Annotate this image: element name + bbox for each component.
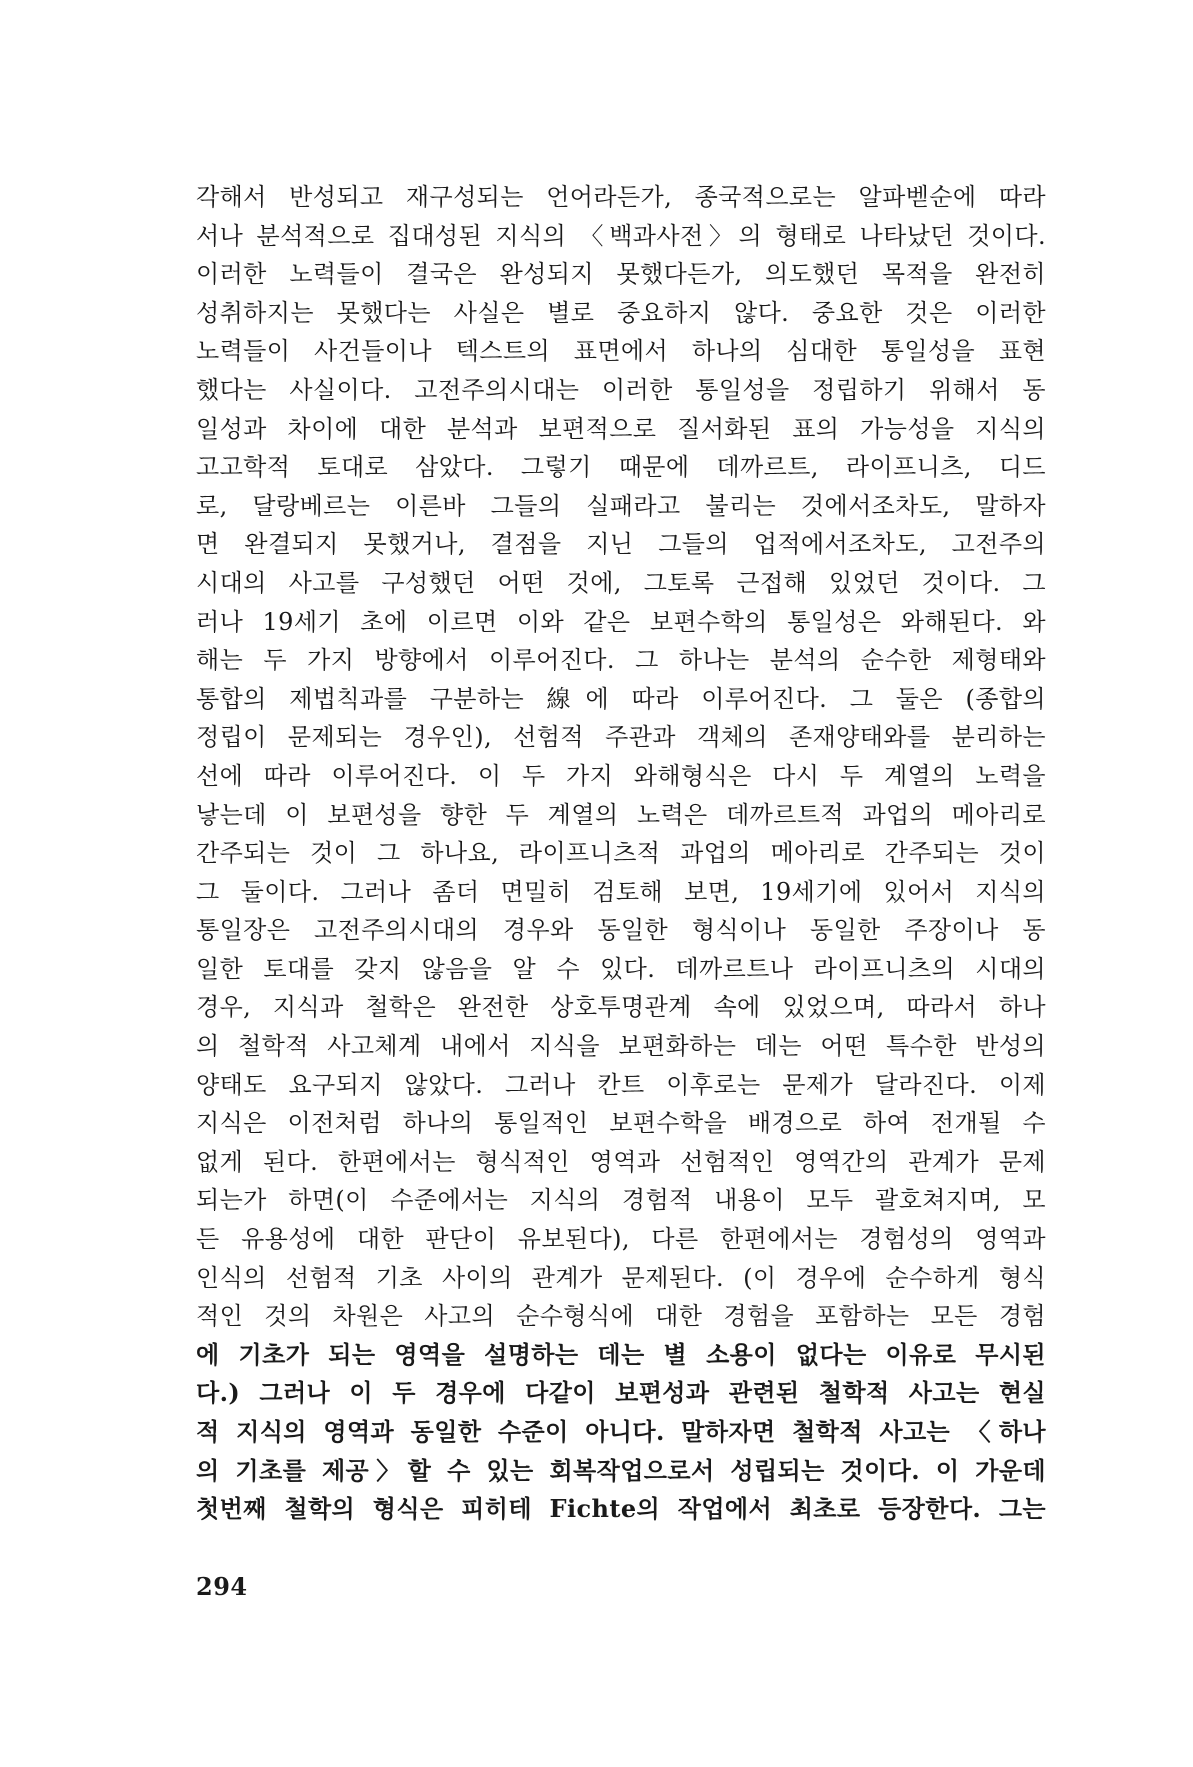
text-line: 그 둘이다. 그러나 좀더 면밀히 검토해 보면, 19세기에 있어서 지식의 — [196, 877, 1046, 906]
text-line: 되는가 하면(이 수준에서는 지식의 경험적 내용이 모두 괄호쳐지며, 모 — [196, 1186, 1046, 1215]
text-line: 인식의 선험적 기초 사이의 관계가 문제된다. (이 경우에 순수하게 형식 — [196, 1263, 1046, 1292]
text-line: 의 기초를 제공〉할 수 있는 회복작업으로서 성립되는 것이다. 이 가운데 — [196, 1455, 1046, 1485]
text-line: 노력들이 사건들이나 텍스트의 표면에서 하나의 심대한 통일성을 표현 — [196, 337, 1046, 366]
text-line: 로, 달랑베르는 이른바 그들의 실패라고 불리는 것에서조차도, 말하자 — [196, 491, 1046, 520]
text-line: 든 유용성에 대한 판단이 유보된다), 다른 한편에서는 경험성의 영역과 — [196, 1225, 1046, 1254]
text-line: 러나 19세기 초에 이르면 이와 같은 보편수학의 통일성은 와해된다. 와 — [196, 607, 1046, 636]
text-line: 해는 두 가지 방향에서 이루어진다. 그 하나는 분석의 순수한 제형태와 — [196, 646, 1046, 675]
text-line: 첫번째 철학의 형식은 피히테 Fichte의 작업에서 최초로 등장한다. 그는 — [196, 1494, 1046, 1524]
text-line: 성취하지는 못했다는 사실은 별로 중요하지 않다. 중요한 것은 이러한 — [196, 298, 1046, 327]
text-line: 간주되는 것이 그 하나요, 라이프니츠적 과업의 메아리로 간주되는 것이 — [196, 839, 1046, 868]
text-line: 에 기초가 되는 영역을 설명하는 데는 별 소용이 없다는 이유로 무시된 — [196, 1339, 1046, 1369]
text-line: 각해서 반성되고 재구성되는 언어라든가, 종국적으로는 알파벧순에 따라 — [196, 183, 1046, 211]
text-line: 지식은 이전처럼 하나의 통일적인 보편수학을 배경으로 하여 전개될 수 — [196, 1109, 1046, 1138]
text-line: 선에 따라 이루어진다. 이 두 가지 와해형식은 다시 두 계열의 노력을 — [196, 761, 1046, 790]
text-line: 서나 분석적으로 집대성된 지식의 〈백과사전〉의 형태로 나타났던 것이다. — [196, 221, 1046, 250]
text-line: 시대의 사고를 구성했던 어떤 것에, 그토록 근접해 있었던 것이다. 그 — [196, 568, 1046, 597]
text-line: 일한 토대를 갖지 않음을 알 수 있다. 데까르트나 라이프니츠의 시대의 — [196, 954, 1046, 983]
text-line: 했다는 사실이다. 고전주의시대는 이러한 통일성을 정립하기 위해서 동 — [196, 375, 1046, 404]
text-line: 이러한 노력들이 결국은 완성되지 못했다든가, 의도했던 목적을 완전히 — [196, 260, 1046, 289]
text-line: 의 철학적 사고체계 내에서 지식을 보편화하는 데는 어떤 특수한 반성의 — [196, 1032, 1046, 1061]
text-line: 낳는데 이 보편성을 향한 두 계열의 노력은 데까르트적 과업의 메아리로 — [196, 800, 1046, 829]
text-line: 다.) 그러나 이 두 경우에 다같이 보편성과 관련된 철학적 사고는 현실 — [196, 1378, 1046, 1408]
text-line: 고고학적 토대로 삼았다. 그렇기 때문에 데까르트, 라이프니츠, 디드 — [196, 453, 1046, 482]
text-line: 양태도 요구되지 않았다. 그러나 칸트 이후로는 문제가 달라진다. 이제 — [196, 1070, 1046, 1099]
text-line: 면 완결되지 못했거나, 결점을 지닌 그들의 업적에서조차도, 고전주의 — [196, 530, 1046, 559]
text-line: 통합의 제법칙과를 구분하는 線에 따라 이루어진다. 그 둘은 (종합의 — [196, 684, 1046, 713]
text-line: 일성과 차이에 대한 분석과 보편적으로 질서화된 표의 가능성을 지식의 — [196, 414, 1046, 443]
text-line: 없게 된다. 한편에서는 형식적인 영역과 선험적인 영역간의 관계가 문제 — [196, 1147, 1046, 1176]
text-line: 경우, 지식과 철학은 완전한 상호투명관계 속에 있었으며, 따라서 하나 — [196, 993, 1046, 1022]
text-line: 정립이 문제되는 경우인), 선험적 주관과 객체의 존재양태와를 분리하는 — [196, 723, 1046, 752]
text-line: 적인 것의 차원은 사고의 순수형식에 대한 경험을 포함하는 모든 경험 — [196, 1302, 1046, 1331]
text-line: 통일장은 고전주의시대의 경우와 동일한 형식이나 동일한 주장이나 동 — [196, 916, 1046, 945]
text-line: 적 지식의 영역과 동일한 수준이 아니다. 말하자면 철학적 사고는 〈하나 — [196, 1417, 1046, 1446]
page-number: 294 — [196, 1572, 248, 1601]
body-text — [196, 178, 1046, 1529]
